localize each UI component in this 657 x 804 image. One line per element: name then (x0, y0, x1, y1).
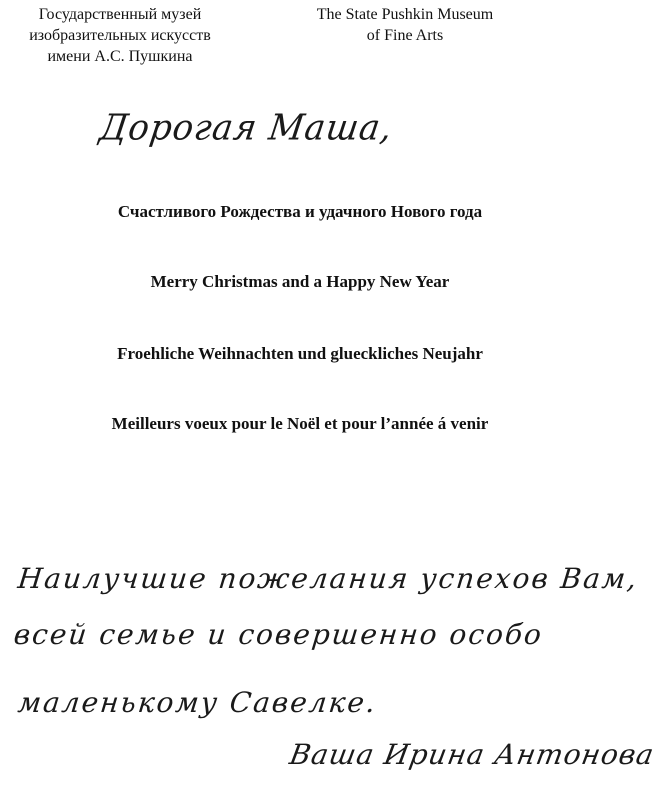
header-right-line-1: The State Pushkin Museum (316, 6, 494, 23)
museum-name-russian (8, 4, 232, 67)
handwritten-signature: Ваша Ирина Антонова (287, 738, 657, 771)
greeting-german: Froehliche Weihnachten und glueckliches Neujahr (117, 344, 483, 363)
greeting-french: Meilleurs voeux pour le Noël et pour l’année á venir (111, 414, 489, 433)
handwritten-message-line-2: всей семье и совершенно особо (12, 618, 545, 651)
header-right-line-2: of Fine Arts (366, 27, 444, 44)
handwritten-message-line-1: Наилучшие пожелания успехов Вам, (16, 562, 640, 595)
header-left-line-3: имени А.С. Пушкина (47, 48, 193, 65)
handwritten-message-line-3: маленькому Савелке. (16, 686, 379, 719)
handwritten-salutation: Дорогая Маша, (97, 107, 396, 149)
header-left-line-2: изобразительных искусств (29, 27, 211, 44)
greeting-english: Merry Christmas and a Happy New Year (150, 272, 450, 291)
museum-name-english (300, 4, 510, 46)
header-left-line-1: Государственный музей (38, 6, 202, 23)
greeting-russian: Счастливого Рождества и удачного Нового года (117, 202, 483, 221)
